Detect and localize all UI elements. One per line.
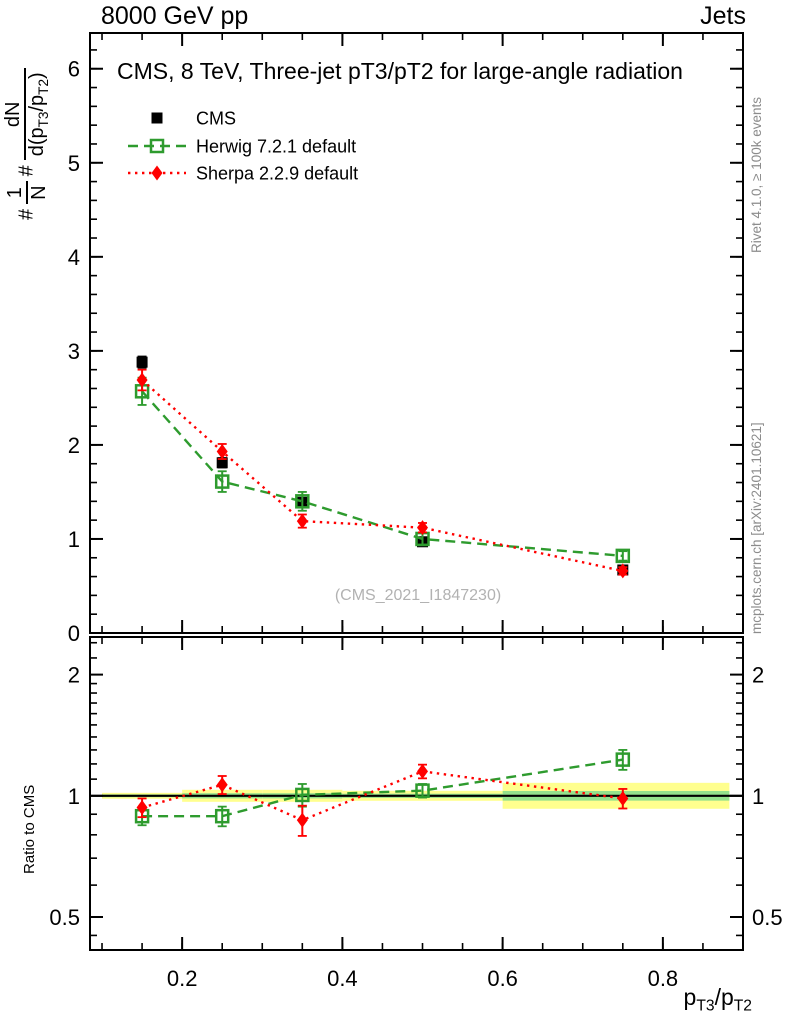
tick-label: 5 <box>67 150 80 176</box>
legend-label: Sherpa 2.2.9 default <box>196 163 359 184</box>
tick-label: 0.5 <box>49 904 80 930</box>
tick-label: 0.5 <box>752 904 783 930</box>
tick-label: 2 <box>67 662 80 688</box>
tick-label: 2 <box>67 432 80 458</box>
tick-label: 1 <box>67 783 80 809</box>
tick-label: 4 <box>67 244 80 270</box>
dn-dx-fraction: dN $d(p_{T3}/p_{T2})$ <box>2 68 52 160</box>
series-ratio-herwig <box>136 750 629 826</box>
tick-label: 2 <box>752 662 765 688</box>
legend <box>128 109 358 184</box>
tick-label: 0.6 <box>487 966 518 991</box>
analysis-watermark: (CMS_2021_I1847230) <box>334 587 502 604</box>
cms-uncertainty-band <box>102 783 729 809</box>
tick-label: 0.8 <box>647 966 679 991</box>
tick-label: 3 <box>67 338 80 364</box>
ratio-y-axis-ticks <box>90 643 743 936</box>
hash-symbol: # <box>15 208 38 220</box>
rivet-version-label: Rivet 4.1.0, ≥ 100k events <box>749 97 764 253</box>
one-over-n-fraction: 1 N <box>4 181 50 203</box>
x-axis-title: $p_{T3}/p_{T2}$ <box>683 984 752 1015</box>
plot-title: CMS, 8 TeV, Three-jet pT3/pT2 for large-angle radiation <box>117 58 683 84</box>
analysis-category-label: Jets <box>700 2 746 30</box>
series-ratio-sherpa <box>137 764 629 836</box>
beam-energy-label: 8000 GeV pp <box>101 2 249 30</box>
panel-frames <box>90 33 743 950</box>
series-main-cms <box>137 357 629 576</box>
tick-label: 6 <box>67 56 80 82</box>
tick-label: 0 <box>67 621 80 646</box>
mcplots-arxiv-label: mcplots.cern.ch [arXiv:2401.10621] <box>749 422 764 634</box>
main-y-axis-ticks <box>90 50 743 633</box>
tick-label: 0.2 <box>166 966 198 991</box>
main-y-axis-tick-labels <box>68 57 80 646</box>
series-main-sherpa <box>137 370 629 579</box>
hash-symbol: # <box>15 165 38 177</box>
tick-label: 1 <box>67 526 80 552</box>
x-axis-tick-labels <box>167 966 678 991</box>
ratio-y-axis-tick-labels <box>49 663 782 930</box>
ratio-y-axis-title: Ratio to CMS <box>21 784 38 874</box>
legend-label: CMS <box>196 108 236 129</box>
tick-label: 0.4 <box>327 966 358 991</box>
main-y-axis-title <box>2 63 52 220</box>
legend-label: Herwig 7.2.1 default <box>196 136 357 157</box>
x-axis-ticks <box>102 33 703 950</box>
tick-label: 1 <box>752 783 765 809</box>
series-main-herwig <box>136 378 629 562</box>
